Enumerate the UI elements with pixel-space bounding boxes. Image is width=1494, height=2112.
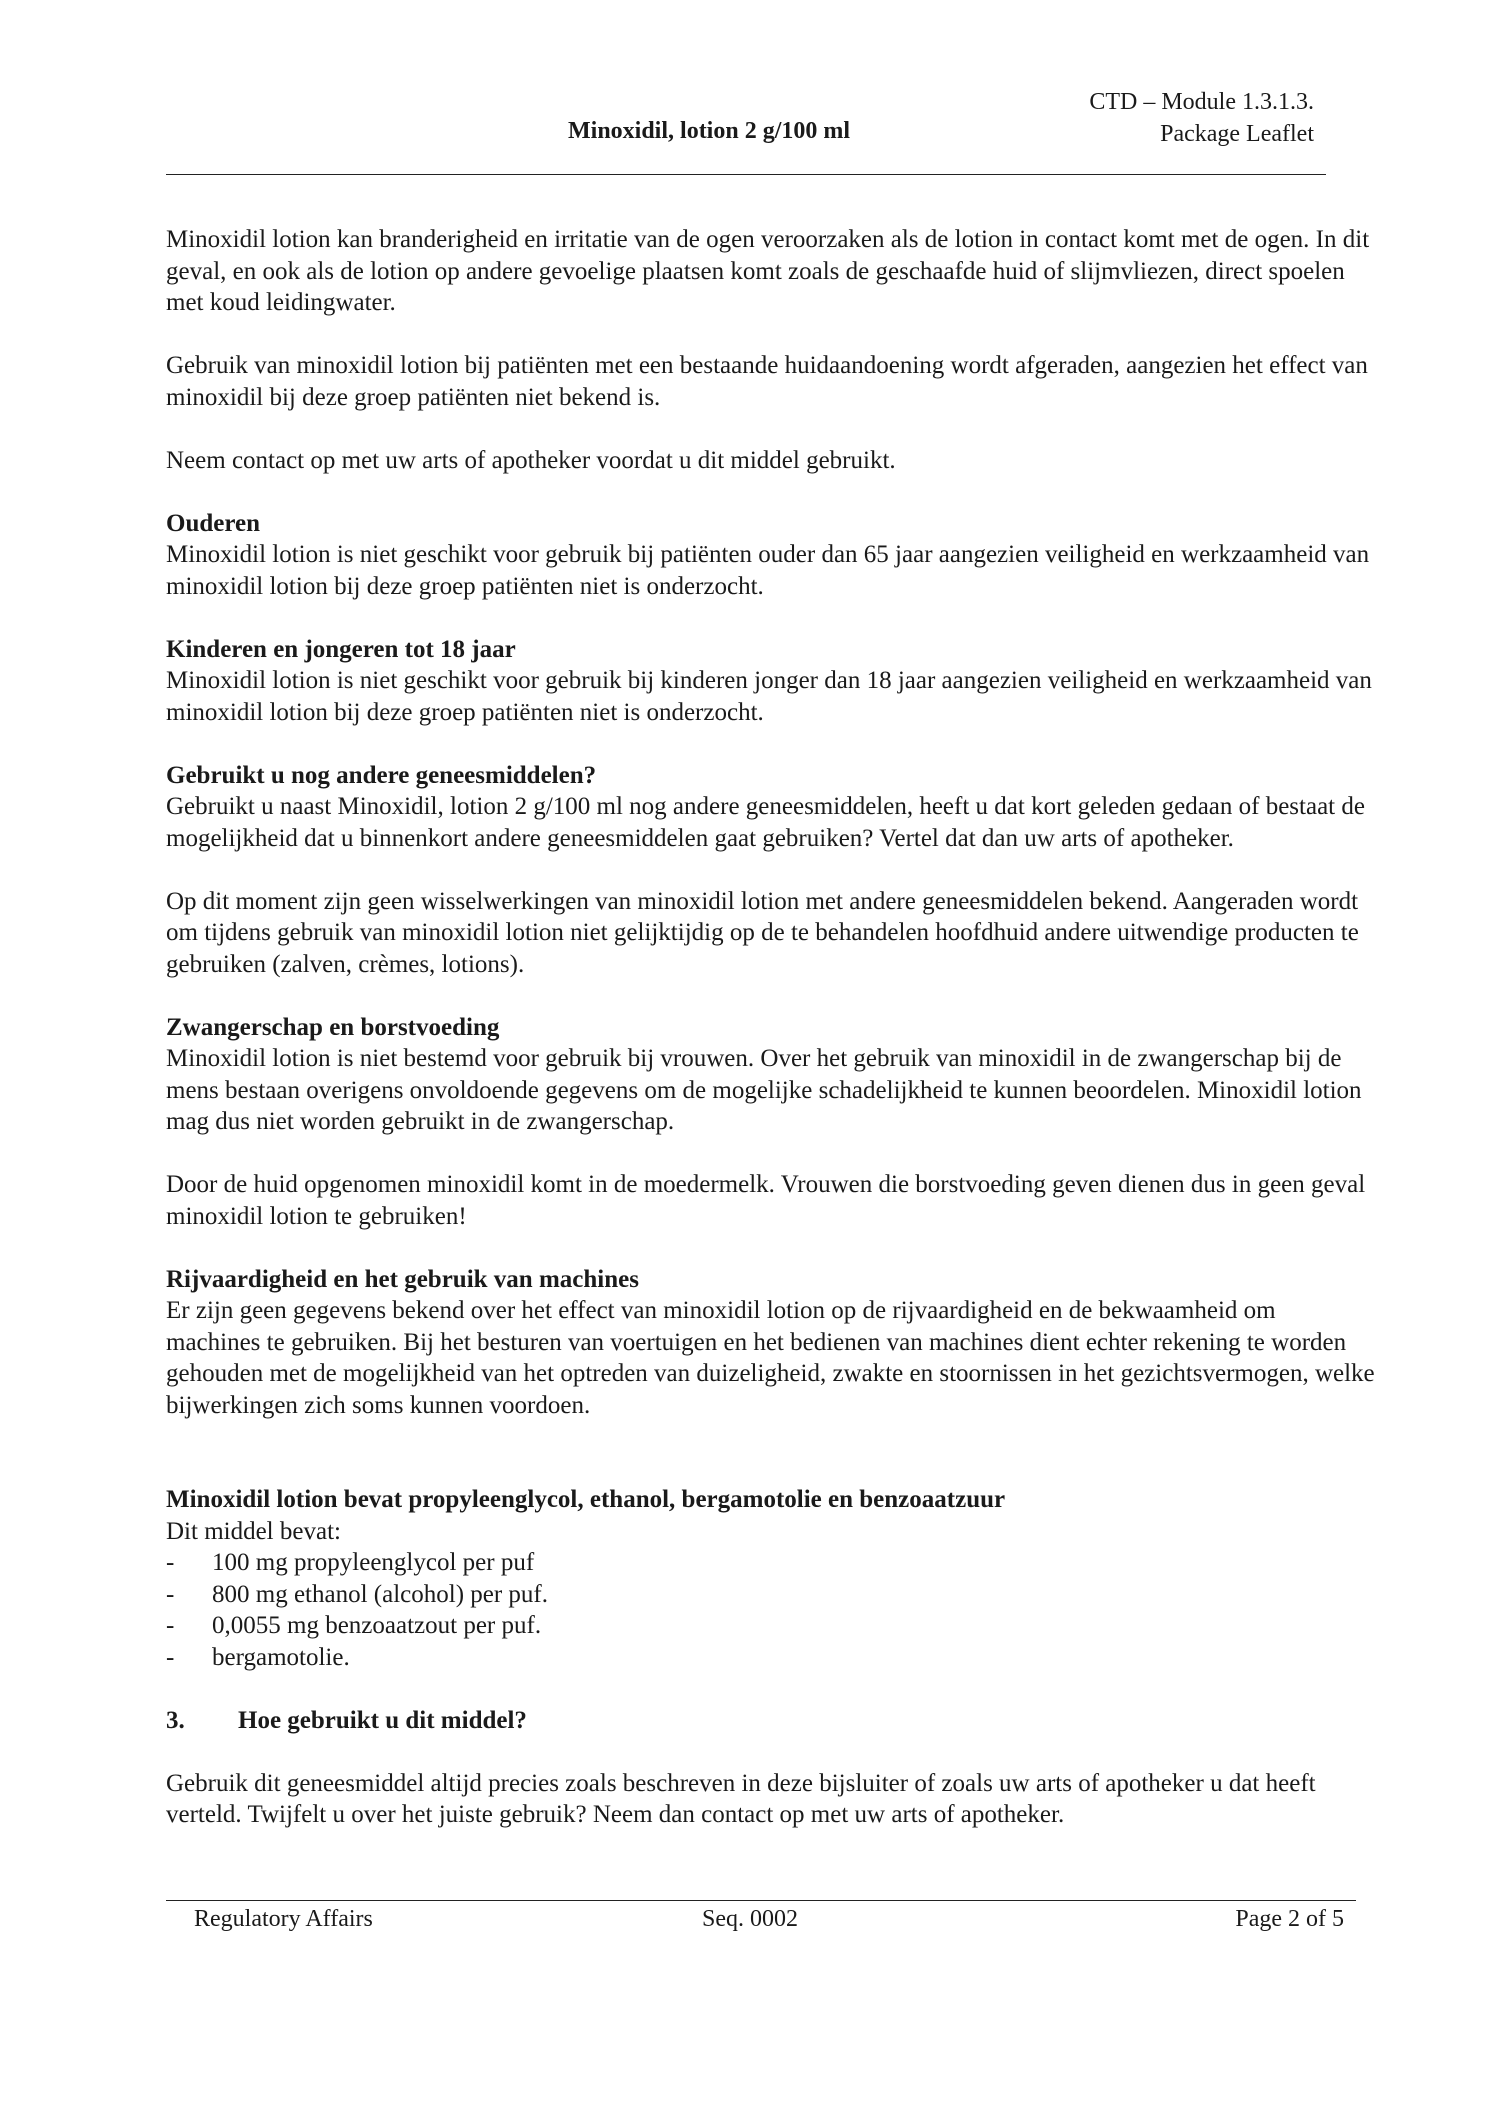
paragraph-skin-condition: Gebruik van minoxidil lotion bij patiënten met een bestaande huidaandoening wordt afgeraden, aangezien het effect van minoxidil bij deze groep patiënten niet bekend is.	[166, 352, 1368, 411]
section-3-heading	[166, 1705, 1376, 1737]
footer-sequence: Seq. 0002	[702, 1906, 798, 1932]
header-doc-type: Package Leaflet	[1160, 121, 1314, 147]
list-dash: -	[166, 1580, 175, 1608]
list-item	[166, 1610, 1376, 1642]
paragraph-contact-doctor: Neem contact op met uw arts of apotheker voordat u dit middel gebruikt.	[166, 446, 896, 474]
paragraph-borstvoeding: Door de huid opgenomen minoxidil komt in de moedermelk. Vrouwen die borstvoeding geven dienen dus in geen geval minoxidil lotion te gebruiken!	[166, 1171, 1366, 1230]
paragraph-rijvaardigheid: Er zijn geen gegevens bekend over het effect van minoxidil lotion op de rijvaardigheid en de bekwaamheid om machines te gebruiken. Bij het besturen van voertuigen en het bedienen van machines dient echter rekening te worden gehouden met de mogelijkheid van het optreden van duizeligheid, zwakte en stoornissen in het gezichtsvermogen, welke bijwerkingen zich soms kunnen voordoen.	[166, 1297, 1375, 1419]
heading-rijvaardigheid: Rijvaardigheid en het gebruik van machines	[166, 1265, 639, 1293]
heading-bevat: Minoxidil lotion bevat propyleenglycol, ethanol, bergamotolie en benzoaatzuur	[166, 1486, 1006, 1513]
paragraph-ouderen: Minoxidil lotion is niet geschikt voor gebruik bij patiënten ouder dan 65 jaar aangezien veiligheid en werkzaamheid van minoxidil lotion bij deze groep patiënten niet is onderzocht.	[166, 541, 1370, 600]
header-right	[1089, 86, 1314, 150]
list-item-text: 0,0055 mg benzoaatzout per puf.	[212, 1612, 542, 1639]
list-item-text: bergamotolie.	[212, 1643, 350, 1671]
list-dash: -	[166, 1643, 175, 1671]
list-item-text: 800 mg ethanol (alcohol) per puf.	[212, 1580, 549, 1608]
paragraph-kinderen: Minoxidil lotion is niet geschikt voor gebruik bij kinderen jonger dan 18 jaar aangezien veiligheid en werkzaamheid van minoxidil lotion bij deze groep patiënten niet is onderzocht.	[166, 667, 1372, 726]
list-item-text: 100 mg propyleenglycol per puf	[212, 1549, 535, 1576]
page-body	[166, 224, 1376, 1831]
paragraph-section-3: Gebruik dit geneesmiddel altijd precies zoals beschreven in deze bijsluiter of zoals uw arts of apotheker u dat heeft verteld. Twijfelt u over het juiste gebruik? Neem dan contact op met uw arts of apotheker.	[166, 1769, 1316, 1828]
ingredient-list	[166, 1547, 1376, 1673]
footer-department: Regulatory Affairs	[194, 1906, 373, 1932]
header-module: CTD – Module 1.3.1.3.	[1089, 89, 1314, 115]
header-rule	[166, 174, 1326, 175]
paragraph-andere-geneesmiddelen: Gebruikt u naast Minoxidil, lotion 2 g/100 ml nog andere geneesmiddelen, heeft u dat kort geleden gedaan of bestaat de mogelijkheid dat u binnenkort andere geneesmiddelen gaat gebruiken? Vertel dat dan uw arts of apotheker.	[166, 793, 1365, 852]
section-3-title: Hoe gebruikt u dit middel?	[238, 1706, 527, 1734]
paragraph-bevat-intro: Dit middel bevat:	[166, 1517, 341, 1545]
heading-andere-geneesmiddelen: Gebruikt u nog andere geneesmiddelen?	[166, 761, 597, 789]
list-dash: -	[166, 1549, 175, 1576]
heading-ouderen: Ouderen	[166, 509, 260, 537]
footer-page-number: Page 2 of 5	[1235, 1906, 1344, 1932]
section-3-number: 3.	[166, 1706, 185, 1734]
heading-zwangerschap: Zwangerschap en borstvoeding	[166, 1013, 500, 1041]
heading-kinderen: Kinderen en jongeren tot 18 jaar	[166, 635, 516, 663]
list-item	[166, 1642, 1376, 1674]
paragraph-eye-irritation: Minoxidil lotion kan branderigheid en irritatie van de ogen veroorzaken als de lotion in contact komt met de ogen. In dit geval, en ook als de lotion op andere gevoelige plaatsen komt zoals de geschaafde huid of slijmvliezen, direct spoelen met koud leidingwater.	[166, 226, 1370, 316]
list-item	[166, 1579, 1376, 1611]
footer-rule	[166, 1900, 1356, 1901]
list-dash: -	[166, 1612, 175, 1639]
paragraph-wisselwerkingen: Op dit moment zijn geen wisselwerkingen van minoxidil lotion met andere geneesmiddelen bekend. Aangeraden wordt om tijdens gebruik van minoxidil lotion niet gelijktijdig op de te behandelen hoofdhuid andere uitwendige producten te gebruiken (zalven, crèmes, lotions).	[166, 887, 1359, 978]
list-item	[166, 1547, 1376, 1579]
paragraph-zwangerschap: Minoxidil lotion is niet bestemd voor gebruik bij vrouwen. Over het gebruik van minoxidil in de zwangerschap bij de mens bestaan overigens onvoldoende gegevens om de mogelijke schadelijkheid te kunnen beoordelen. Minoxidil lotion mag dus niet worden gebruikt in de zwangerschap.	[166, 1045, 1362, 1135]
header-title: Minoxidil, lotion 2 g/100 ml	[568, 118, 851, 144]
